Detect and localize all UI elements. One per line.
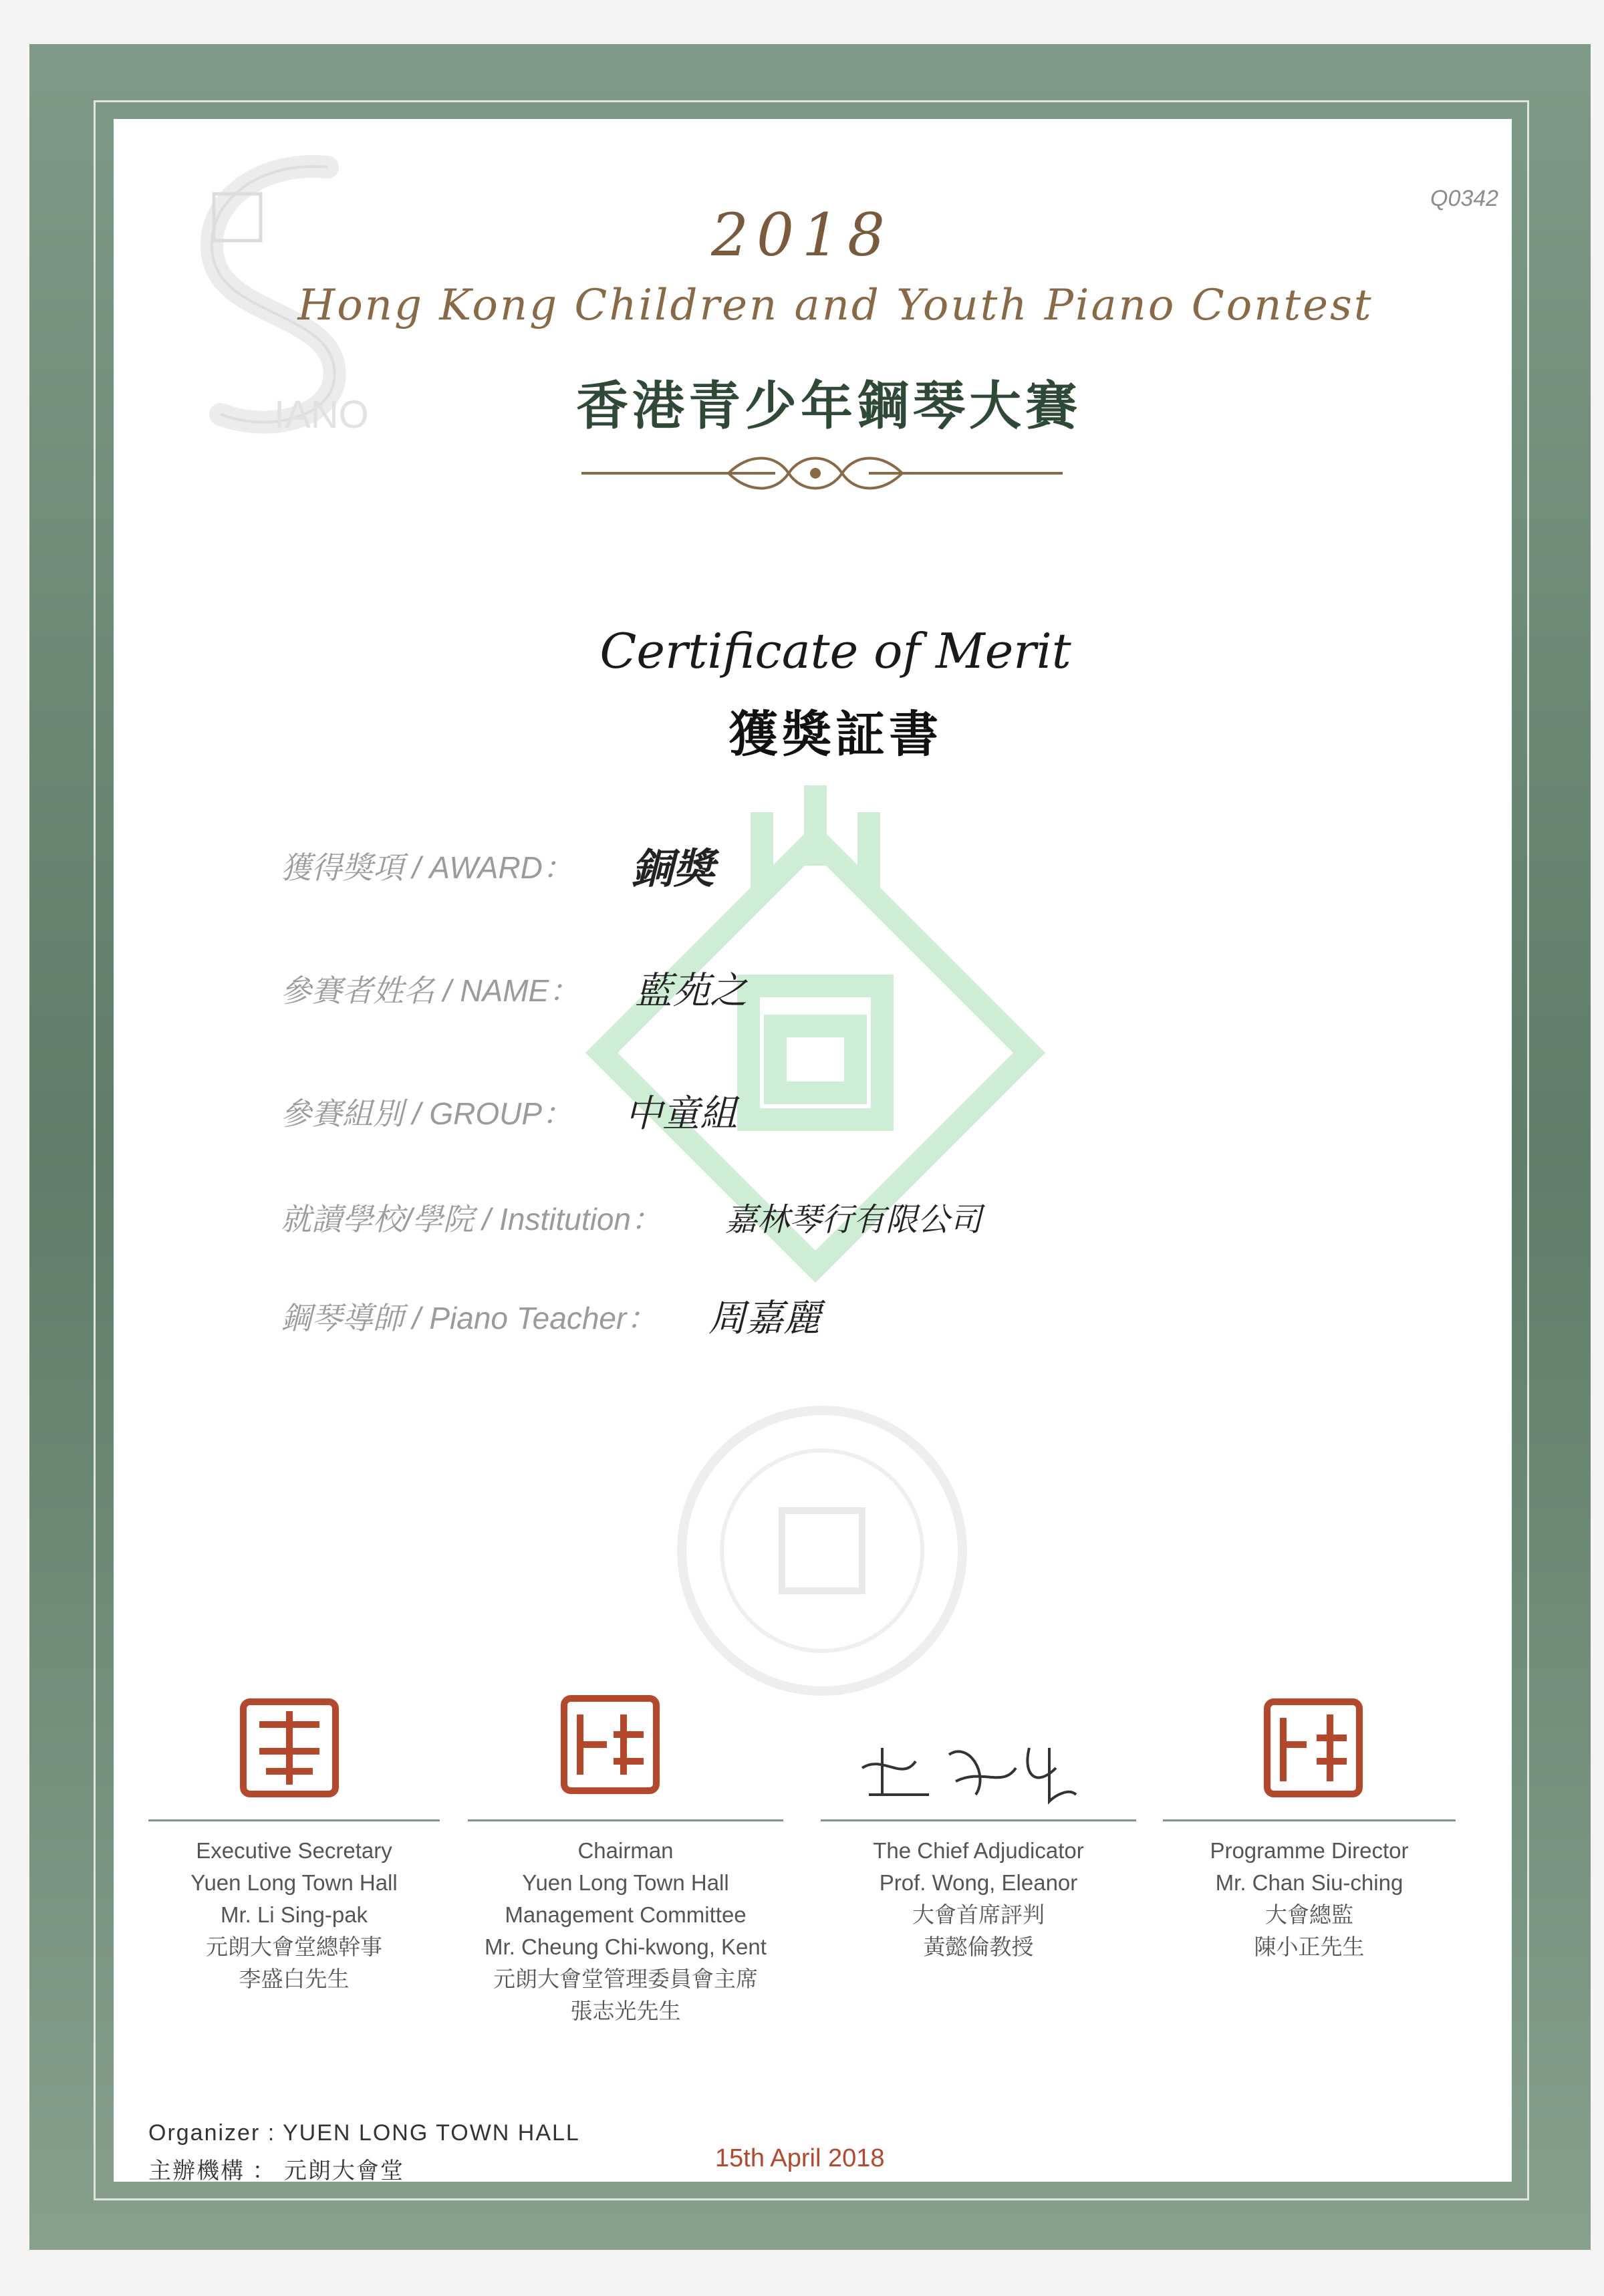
- signatory-chairman: Chairman Yuen Long Town Hall Management Committee Mr. Cheung Chi-kwong, Kent 元朗大會堂管理委員會主席 張志光先生: [485, 1838, 767, 2023]
- signature-line-2: [468, 1819, 783, 1821]
- issue-date: 15th April 2018: [715, 2144, 885, 2172]
- svg-text:IANO: IANO: [274, 393, 369, 436]
- ornament-divider-icon: [575, 447, 1069, 500]
- group-label: 參賽組別 / GROUP：: [281, 1096, 573, 1131]
- signatory-chief-adjudicator: The Chief Adjudicator Prof. Wong, Eleanor 大會首席評判 黃懿倫教授: [873, 1838, 1084, 1959]
- teacher-value: 周嘉麗: [708, 1297, 821, 1339]
- contest-title-en: Hong Kong Children and Youth Piano Contest: [297, 281, 1373, 330]
- seal-cheung-icon: [560, 1694, 660, 1795]
- certificate-heading-en: Certificate of Merit: [599, 623, 1071, 679]
- group-value: 中童組: [625, 1092, 737, 1134]
- seal-li-icon: [239, 1698, 340, 1798]
- signatory-programme-director: Programme Director Mr. Chan Siu-ching 大會總監 陳小正先生: [1210, 1838, 1409, 1959]
- award-label: 獲得獎項 / AWARD：: [281, 850, 573, 885]
- town-hall-seal-emboss-icon: [668, 1397, 976, 1704]
- name-label: 參賽者姓名 / NAME：: [281, 973, 580, 1008]
- teacher-label: 鋼琴導師 / Piano Teacher：: [281, 1301, 658, 1335]
- signatory-executive-secretary: Executive Secretary Yuen Long Town Hall Mr. Li Sing-pak 元朗大會堂總幹事 李盛白先生: [190, 1838, 398, 1991]
- contest-year: 2018: [711, 201, 893, 269]
- contest-title-zh: 香港青少年鋼琴大賽: [575, 376, 1081, 436]
- certificate-heading-zh: 獲獎証書: [728, 706, 942, 763]
- institution-label: 就讀學校/學院 / Institution：: [281, 1202, 662, 1237]
- name-value: 藍苑之: [635, 969, 747, 1011]
- award-value: 銅獎: [632, 846, 715, 892]
- signature-line-4: [1163, 1819, 1456, 1821]
- signature-line-1: [148, 1819, 440, 1821]
- signature-wong-icon: [855, 1728, 1083, 1815]
- organizer-en: Organizer : YUEN LONG TOWN HALL: [148, 2120, 580, 2146]
- organizer-zh: 主辦機構 ： 元朗大會堂: [148, 2158, 404, 2184]
- serial-number: Q0342: [1430, 186, 1499, 211]
- institution-value: 嘉林琴行有限公司: [725, 1202, 982, 1238]
- watermark-emblem-icon: [548, 785, 1083, 1320]
- seal-chan-icon: [1263, 1698, 1363, 1798]
- signature-line-3: [821, 1819, 1136, 1821]
